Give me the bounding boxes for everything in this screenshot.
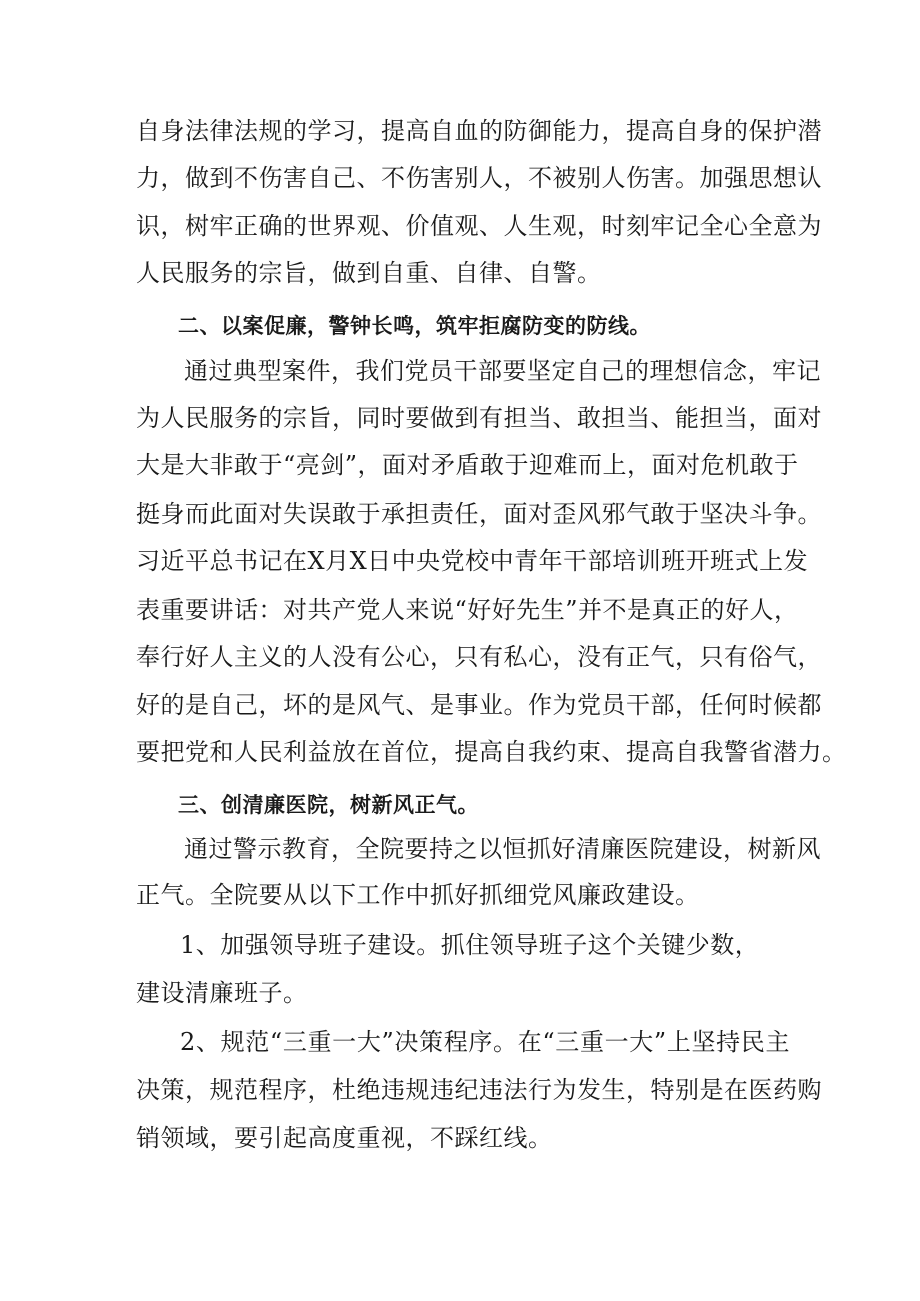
section-heading: 三、创清廉医院，树新风正气。	[178, 793, 479, 817]
paragraph-line: 销领域，要引起高度重视，不踩红线。	[136, 1124, 553, 1152]
paragraph-line: 识，树牢正确的世界观、价值观、人生观，时刻牢记全心全意为	[136, 212, 822, 240]
paragraph-line: 力，做到不伤害自己、不伤害别人，不被别人伤害。加强思想认	[136, 164, 822, 192]
list-item: 1、加强领导班子建设。抓住领导班子这个关键少数，	[180, 931, 760, 959]
list-item: 2、规范“三重一大”决策程序。在“三重一大”上坚持民主	[180, 1028, 790, 1056]
paragraph-line: 要把党和人民利益放在首位，提高自我约束、提高自我警省潜力。	[136, 738, 847, 766]
list-item: 建设清廉班子。	[136, 979, 308, 1007]
paragraph-line: 通过警示教育，全院要持之以恒抓好清廉医院建设，树新风	[184, 835, 821, 863]
paragraph-line: 挺身而此面对失误敢于承担责任，面对歪风邪气敢于坚决斗争。	[136, 500, 822, 528]
paragraph-line: 奉行好人主义的人没有公心，只有私心，没有正气，只有俗气，	[136, 643, 822, 671]
paragraph-line: 习近平总书记在X月X日中央党校中青年干部培训班开班式上发	[136, 547, 809, 575]
section-heading: 二、以案促廉，警钟长鸣，筑牢拒腐防变的防线。	[178, 314, 651, 338]
paragraph-line: 决策，规范程序，杜绝违规违纪违法行为发生，特别是在医药购	[136, 1076, 822, 1104]
paragraph-line: 自身法律法规的学习，提高自血的防御能力，提高自身的保护潜	[136, 117, 822, 145]
paragraph-line: 大是大非敢于“亮剑”，面对矛盾敢于迎难而上，面对危机敢于	[136, 451, 799, 479]
paragraph-line: 为人民服务的宗旨，同时要做到有担当、敢担当、能担当，面对	[136, 404, 822, 432]
paragraph-line: 人民服务的宗旨，做到自重、自律、自警。	[136, 259, 602, 287]
paragraph-line: 好的是自己，坏的是风气、是事业。作为党员干部，任何时候都	[136, 691, 822, 719]
paragraph-line: 通过典型案件，我们党员干部要坚定自己的理想信念，牢记	[184, 357, 821, 385]
paragraph-line: 表重要讲话：对共产党人来说“好好先生”并不是真正的好人，	[136, 596, 799, 624]
paragraph-line: 正气。全院要从以下工作中抓好抓细党风廉政建设。	[136, 881, 700, 909]
